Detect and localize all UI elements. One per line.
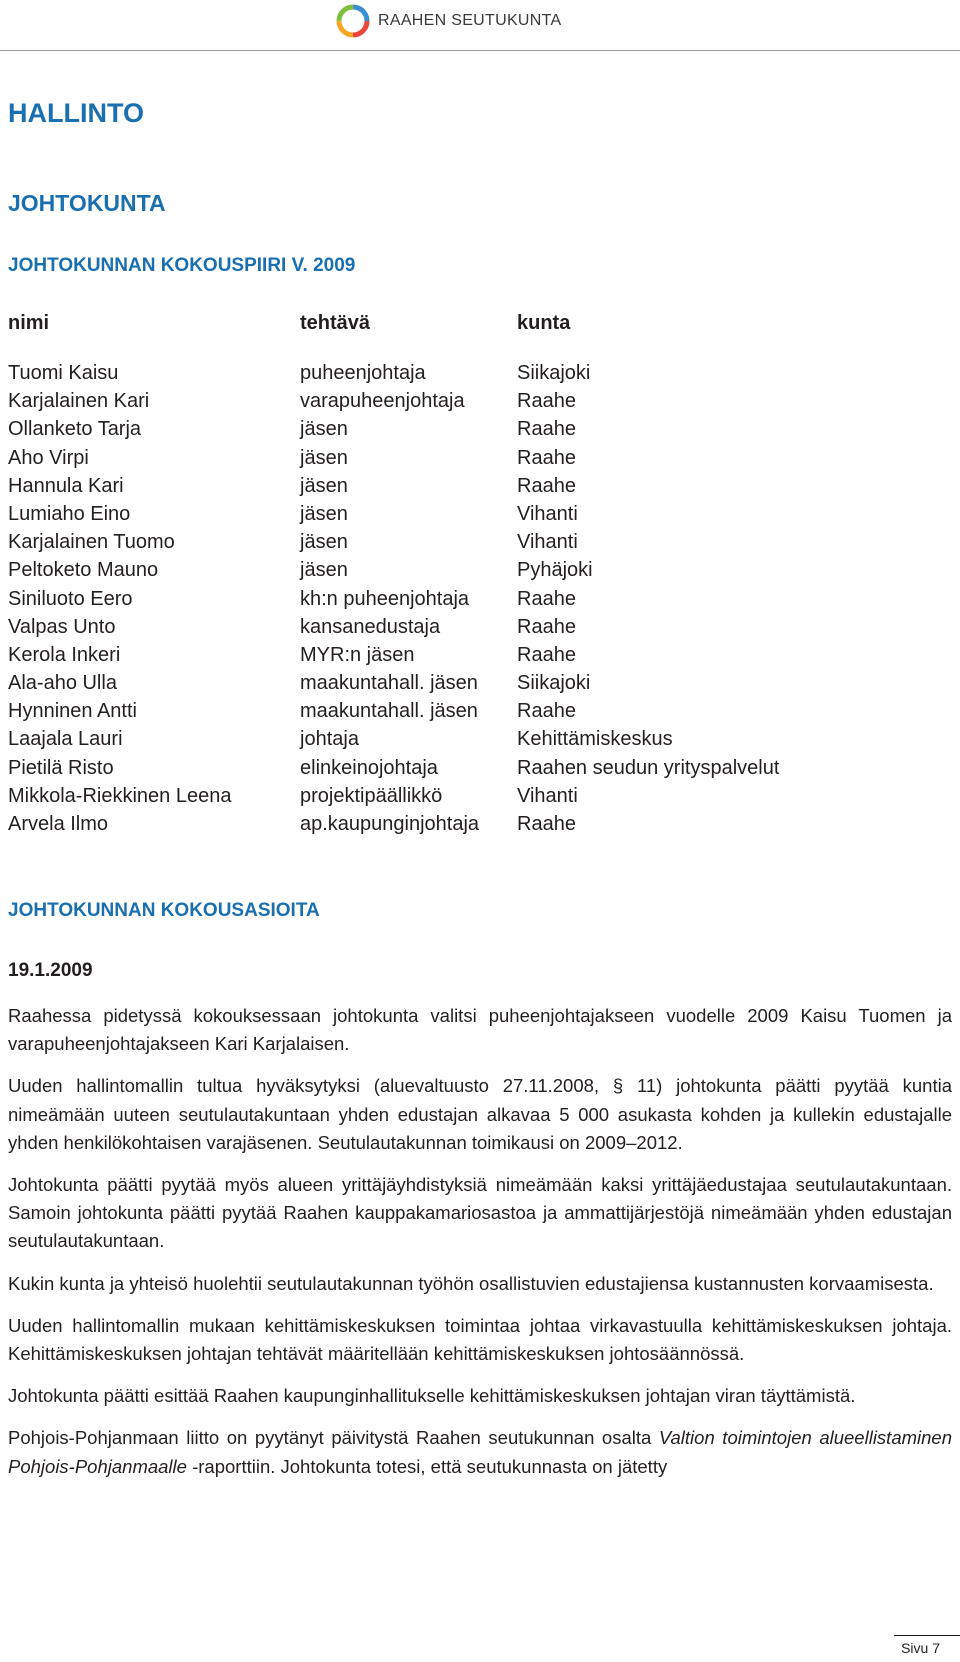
raahen-seutukunta-logo-icon xyxy=(335,3,371,39)
table-cell-role: jäsen xyxy=(300,418,348,441)
logo xyxy=(335,3,562,39)
table-cell-name: Peltoketo Mauno xyxy=(8,559,159,582)
table-cell-municipality: Siikajoki xyxy=(517,362,591,384)
table-cell-role: elinkeinojohtaja xyxy=(300,756,438,779)
table-cell-name: Karjalainen Kari xyxy=(8,390,150,413)
table-cell-name: Siniluoto Eero xyxy=(8,587,133,610)
table-cell-municipality: Raahe xyxy=(517,700,576,723)
table-cell-municipality: Raahe xyxy=(517,474,576,497)
table-cell-name: Valpas Unto xyxy=(8,615,116,638)
table-cell-role: projektipäällikkö xyxy=(300,784,443,807)
column-header-municipality: kunta xyxy=(517,312,571,334)
table-cell-role: varapuheenjohtaja xyxy=(300,390,465,413)
footer-divider xyxy=(894,1635,960,1636)
table-cell-municipality: Raahe xyxy=(517,643,576,666)
meetings-heading: JOHTOKUNNAN KOKOUSASIOITA xyxy=(8,900,320,921)
table-cell-name: Mikkola-Riekkinen Leena xyxy=(8,784,232,807)
meeting-date: 19.1.2009 xyxy=(8,960,93,981)
page-number: Sivu 7 xyxy=(901,1640,940,1656)
table-cell-municipality: Raahe xyxy=(517,615,576,638)
table-cell-name: Tuomi Kaisu xyxy=(8,362,119,384)
table-cell-municipality: Raahe xyxy=(517,446,576,469)
table-cell-municipality: Siikajoki xyxy=(517,672,591,695)
table-cell-municipality: Raahen seudun yrityspalvelut xyxy=(517,756,780,779)
table-cell-municipality: Pyhäjoki xyxy=(517,559,593,582)
table-cell-name: Karjalainen Tuomo xyxy=(8,531,175,554)
table-cell-role: maakuntahall. jäsen xyxy=(300,700,478,723)
table-cell-role: kh:n puheenjohtaja xyxy=(300,587,470,610)
text: -raporttiin. Johtokunta totesi, että seutukunnasta on jätetty xyxy=(186,1455,668,1477)
section-title: JOHTOKUNTA xyxy=(8,190,166,216)
table-cell-municipality: Raahe xyxy=(517,390,576,413)
table-cell-name: Hannula Kari xyxy=(8,474,124,497)
table-cell-role: jäsen xyxy=(300,474,348,497)
table-cell-name: Ala-aho Ulla xyxy=(8,672,117,695)
table-cell-name: Hynninen Antti xyxy=(8,700,137,723)
table-cell-name: Kerola Inkeri xyxy=(8,643,121,666)
table-cell-role: jäsen xyxy=(300,502,348,525)
text: Pohjois-Pohjanmaan liitto on pyytänyt päivitystä Raahen seutukunnan osalta xyxy=(8,1427,659,1449)
table-cell-role: jäsen xyxy=(300,446,348,469)
table-cell-name: Lumiaho Eino xyxy=(8,502,131,525)
table-cell-role: kansanedustaja xyxy=(300,615,441,638)
table-cell-municipality: Raahe xyxy=(517,587,576,610)
column-header-name: nimi xyxy=(8,312,50,334)
table-cell-municipality: Vihanti xyxy=(517,502,578,525)
table-cell-municipality: Vihanti xyxy=(517,531,578,554)
table-cell-name: Laajala Lauri xyxy=(8,728,123,751)
table-cell-role: MYR:n jäsen xyxy=(300,643,415,666)
page-title: HALLINTO xyxy=(8,98,144,128)
report-title: Valtion toimintojen alueellistaminen Pohjois-Pohjanmaalle xyxy=(8,1427,952,1477)
logo-text: RAAHEN SEUTUKUNTA xyxy=(378,12,562,29)
table-cell-municipality: Raahe xyxy=(517,813,576,835)
header-divider xyxy=(0,50,960,51)
table-cell-municipality: Raahe xyxy=(517,418,576,441)
table-cell-name: Aho Virpi xyxy=(8,446,89,469)
table-cell-name: Ollanketo Tarja xyxy=(8,418,142,441)
paragraph: Uuden hallintomallin tultua hyväksytyksi (aluevaltuusto 27.11.2008, § 11) johtokunta päätti pyytää kuntia nimeämään uuteen seutulautakuntaan yhden edustajan alkavaa 5 000 asukasta kohden ja kullekin edustajalle yhden henkilökohtaisen varajäsenen. Seutulautakunnan toimikausi on 2009–2012. xyxy=(8,1075,952,1153)
table-cell-role: puheenjohtaja xyxy=(300,362,426,384)
table-cell-municipality: Vihanti xyxy=(517,784,578,807)
table-cell-role: maakuntahall. jäsen xyxy=(300,672,478,695)
paragraph: Kukin kunta ja yhteisö huolehtii seutulautakunnan työhön osallistuvien edustajiensa kustannusten korvaamisesta. xyxy=(8,1272,934,1294)
subsection-title: JOHTOKUNNAN KOKOUSPIIRI V. 2009 xyxy=(8,255,356,276)
paragraph-last xyxy=(8,1424,952,1480)
paragraph: Raahessa pidetyssä kokouksessaan johtokunta valitsi puheenjohtajakseen vuodelle 2009 Kaisu Tuomen ja varapuheenjohtajakseen Kari Karjalaisen. xyxy=(8,1005,952,1055)
table-cell-role: johtaja xyxy=(300,728,359,751)
table-cell-municipality: Kehittämiskeskus xyxy=(517,728,673,751)
page-header xyxy=(0,0,960,50)
table-cell-name: Arvela Ilmo xyxy=(8,813,109,835)
paragraph: Johtokunta päätti pyytää myös alueen yrittäjäyhdistyksiä nimeämään kaksi yrittäjäedustajaa seutulautakuntaan. Samoin johtokunta päätti pyytää Raahen kauppakamariosastoa ja ammattijärjestöjä nimeämään yhden edustajan seutulautakuntaan. xyxy=(8,1174,952,1252)
paragraph: Uuden hallintomallin mukaan kehittämiskeskuksen toimintaa johtaa virkavastuulla kehittämiskeskuksen johtaja. Kehittämiskeskuksen johtajan tehtävät määritellään kehittämiskeskuksen johtosäännössä. xyxy=(8,1314,952,1365)
table-cell-role: jäsen xyxy=(300,531,348,554)
column-header-role: tehtävä xyxy=(300,312,371,334)
table-cell-role: ap.kaupunginjohtaja xyxy=(300,813,480,835)
table-cell-name: Pietilä Risto xyxy=(8,756,114,779)
meeting-notes xyxy=(8,1002,952,1495)
table-cell-role: jäsen xyxy=(300,559,348,582)
paragraph: Johtokunta päätti esittää Raahen kaupunginhallitukselle kehittämiskeskuksen johtajan viran täyttämistä. xyxy=(8,1385,856,1407)
